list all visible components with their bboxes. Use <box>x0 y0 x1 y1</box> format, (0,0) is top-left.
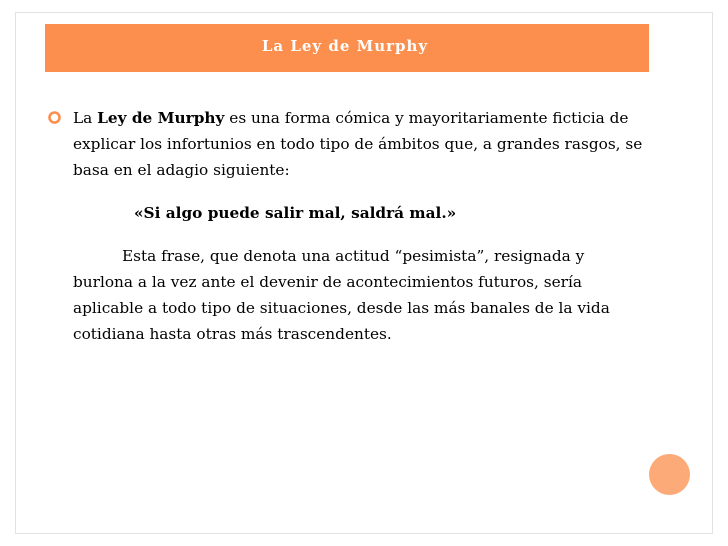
slide-title: La Ley de Murphy <box>261 37 429 55</box>
intro-rest: es una forma cómica y mayoritariamente ficticia de explicar los infortunios en todo tipo de ámbitos que, a grandes rasgos, se basa en el adagio siguiente: <box>73 109 643 179</box>
decorative-circle <box>649 454 690 495</box>
explanation-paragraph: Esta frase, que denota una actitud “pesimista”, resignada y burlona a la vez ante el devenir de acontecimientos futuros, sería aplicable a todo tipo de situaciones, desde las más banales de la vida cotidiana hasta otras más trascendentes. <box>73 247 610 343</box>
intro-bold-term: Ley de Murphy <box>97 109 225 127</box>
title-bar <box>45 24 649 72</box>
quote-text: «Si algo puede salir mal, saldrá mal.» <box>134 204 457 222</box>
intro-paragraph <box>73 105 648 183</box>
ring-bullet-icon <box>48 111 61 124</box>
slide-content <box>48 105 648 347</box>
bullet-item <box>48 105 648 347</box>
intro-prefix: La <box>73 109 98 127</box>
